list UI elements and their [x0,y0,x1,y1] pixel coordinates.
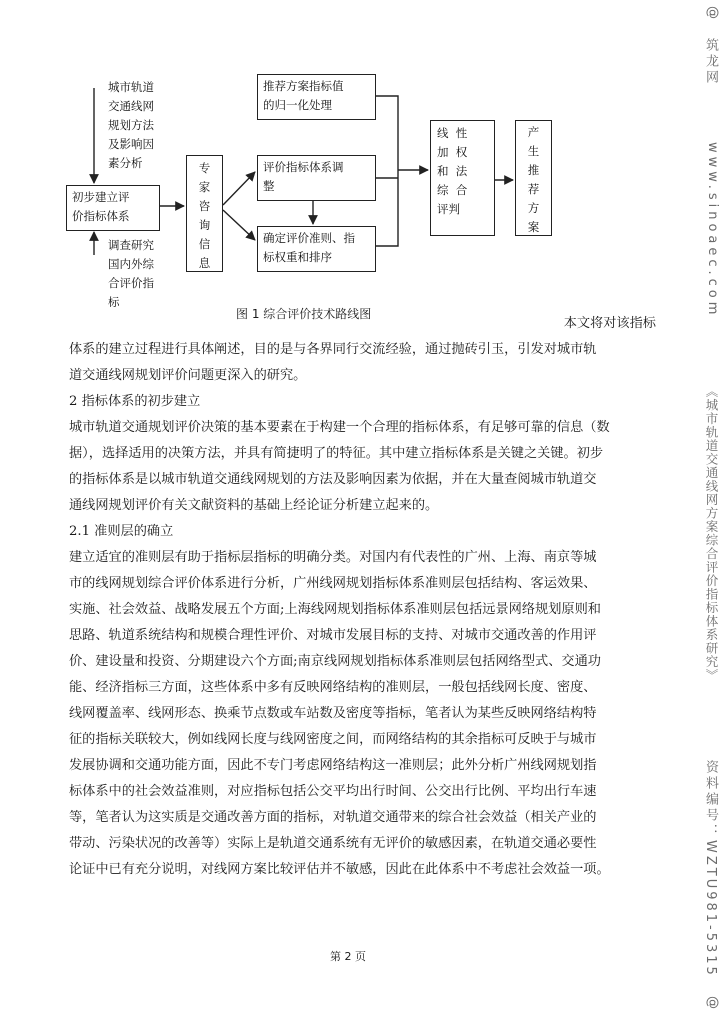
paragraph-line: 等，笔者认为这实质是交通改善方面的指标，对轨道交通带来的综合社会效益（相关产业的 [69,810,597,825]
paragraph-line: 市的线网规划综合评价体系进行分析，广州线网规划指标体系准则层包括结构、客运效果、 [69,576,597,591]
paragraph-line: 价、建设量和投资、分期建设六个方面;南京线网规划指标体系准则层包括网络型式、交通功 [69,654,601,669]
paragraph-line: 能、经济指标三方面，这些体系中多有反映网络结构的准则层，一般包括线网长度、密度、 [69,680,597,695]
section-heading: 2 指标体系的初步建立 [69,394,201,409]
paragraph-line: 带动、污染状况的改善等）实际上是轨道交通系统有无评价的敏感因素，在轨道交通必要性 [69,836,597,851]
box-initial-index-system: 初步建立评 价指标体系 [66,185,160,231]
note-domestic-survey: 调查研究 国内外综 合评价指 标 [108,238,154,309]
box-index-adjustment: 评价指标体系调 整 [257,155,376,201]
paragraph-line: 体系的建立过程进行具体阐述，目的是与各界同行交流经验，通过抛砖引玉，引发对城市轨 [69,342,597,357]
paragraph-line: 实施、社会效益、战略发展五个方面;上海线网规划指标体系准则层包括远景网络规划原则和 [69,602,601,617]
paragraph-line: 发展协调和交通功能方面，因此不专门考虑网络结构这一准则层；此外分析广州线网规划指 [69,758,597,773]
paragraph-line: 本文将对该指标 [563,316,656,331]
figure-caption: 图 1 综合评价技术路线图 [236,307,372,321]
paragraph-line: 据），选择适用的决策方法，并具有简捷明了的特征。其中建立指标体系是关键之关键。初步 [69,446,604,461]
paragraph-line: 建立适宜的准则层有助于指标层指标的明确分类。对国内有代表性的广州、上海、南京等城 [69,550,597,565]
paragraph-line: 标体系中的社会效益准则，对应指标包括公交平均出行时间、公交出行比例、平均出行车速 [69,784,597,799]
box-expert-consultation: 专 家 咨 询 信 息 [186,155,223,272]
page-number: 第 2 页 [330,950,366,963]
note-method-analysis: 城市轨道 交通线网 规划方法 及影响因 素分析 [108,80,154,170]
arrow-expert-to-weights [223,210,255,240]
paragraph-line: 线网覆盖率、线网形态、换乘节点数或车站数及密度等指标，笔者认为某些反映网络结构特 [69,706,597,721]
paragraph-line: 思路、轨道系统结构和规模合理性评价、对城市发展目标的支持、对城市交通改善的作用评 [69,628,597,643]
site-url: www.sinoaec.com [705,142,720,319]
arrow-expert-to-adjust [223,172,255,205]
copyright-mark-top: @ [705,6,720,21]
paragraph-line: 征的指标关联较大，例如线网长度与线网密度之间，而网络结构的其余指标可反映于与城市 [69,732,597,747]
paragraph-line: 论证中已有充分说明，对线网方案比较评估并不敏感，因此在此体系中不考虑社会效益一项。 [69,862,610,877]
box-normalization: 推荐方案指标值 的归一化处理 [257,74,376,120]
subsection-heading: 2.1 准则层的确立 [69,524,174,539]
side-watermark-strip [694,0,724,1024]
copyright-mark-bottom: @ [705,996,720,1011]
document-code: 资料编号：WZTU981-5315 [703,760,718,978]
box-linear-weighted-evaluation: 线 性 加 权 和 法 综 合 评判 [430,120,495,236]
box-criteria-weights: 确定评价准则、指 标权重和排序 [257,226,376,272]
box-recommended-plan: 产 生 推 荐 方 案 [515,120,552,236]
site-name: 筑龙网 [703,38,718,86]
paragraph-line: 的指标体系是以城市轨道交通线网规划的方法及影响因素为依据，并在大量查阅城市轨道交 [69,472,597,487]
document-title: 《城市轨道交通线网方案综合评价指标体系研究》 [704,385,719,682]
paragraph-line: 通线网规划评价有关文献资料的基础上经论证分析建立起来的。 [69,498,439,513]
flowchart-diagram [0,0,690,330]
paragraph-line: 城市轨道交通规划评价决策的基本要素在于构建一个合理的指标体系，有足够可靠的信息（数 [69,420,610,435]
paragraph-line: 道交通线网规划评价问题更深入的研究。 [69,368,307,383]
connector-right-bus [376,96,398,246]
body-text [69,311,656,883]
